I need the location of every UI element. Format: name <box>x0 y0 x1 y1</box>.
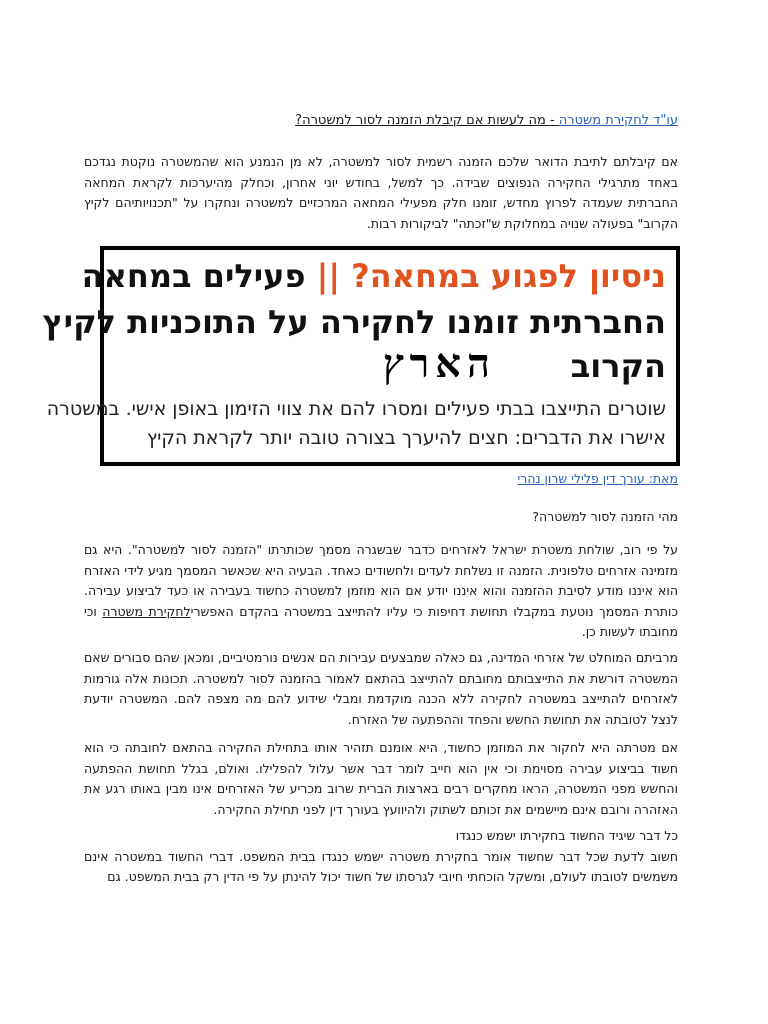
news-clipping-content <box>42 250 676 462</box>
paragraph-invitation-text: על פי רוב, שולחת משטרת ישראל לאזרחים כדבר שבשגרה מסמך שכותרתו "הזמנה לסור למשטרה". היא גם מזמינה אזרחים טלפונית. הזמנה זו נשלחת לעדים ולחשודים כאחד. הבעיה היא שכאשר המסמך מגיע לידי האזרח הוא איננו מודע לסיבת ההזמנה והוא איננו יודע אם הוא מוזמן למשטרה כחשוד בעבירה או כעד לביצוע עבירה. כותרת המסמך נוטעת במקבלו תחושת דחיפות כי עליו להתייצב במשטרה בהקדם האפשרי <box>84 542 678 619</box>
paragraph-statements <box>84 826 678 888</box>
paragraph-citizens: מרביתם המוחלט של אזרחי המדינה, גם כאלה שמבצעים עבירות הם אנשים נורמטיביים, ומכאן שהם סבורים שאם המשטרה דורשת את התייצבותם מחובתם להתייצב בהתאם לאמור בהזמנה לסור למשטרה. תכונות אלה גורמות לאזרחים להתייצב במשטרה לחקירה ללא הכנה מוקדמת ומבלי שידוע להם מה מצפה להם. המשטרה יודעת לנצל לטובתה את תחושת החשש והפחד וההפתעה של האזרח. <box>83 650 678 727</box>
article-title <box>84 112 678 130</box>
author-credit <box>517 470 678 488</box>
paragraph-warning: אם מטרתה היא לחקור את המוזמן כחשוד, היא אומנם תזהיר אותו בתחילת החקירה בהתאם לחובתה כי הוא חשוד בביצוע עבירה מסוימת וכי אין הוא חייב לומר דבר אשר עלול להפלילו. ואולם, בגלל תחושת ההפתעה והחשש מפני המשטרה, הראו מחקרים רבים בארצות הברית שרוב מכריע של האזרחים אינו מבין באותו רגע את האזהרה ורובם אינם מיישמים את זכותם לשתוק ולהיוועץ בעורך דין לפני תחילת החקירה. <box>84 740 678 817</box>
title-rest: - מה לעשות אם קיבלת הזמנה לסור למשטרה? <box>295 113 559 128</box>
statements-text: חשוב לדעת שכל דבר שחשוד אומר בחקירת משטרה ישמש כנגדו בבית המשפט. דברי החשוד במשטרה אינם משמשים לטובתו לעולם, ומשקל הוכחתי חיובי לגרסתו של חשוד יכול להינתן על פי הדין רק בבית המשפט. גם <box>84 848 678 884</box>
clipping-subtitle-line2: אישרו את הדברים: חצים להיערך בצורה טובה יותר לקראת הקיץ <box>146 427 666 449</box>
author-credit-link[interactable]: מאת: עורך דין פלילי שרון נהרי <box>517 471 678 486</box>
clipping-subtitle-line1: שוטרים התייצבו בבתי פעילים ומסרו להם את צווי הזימון באופן אישי. במשטרה <box>46 398 666 420</box>
title-link[interactable]: עו"ד לחקירת משטרה <box>558 113 678 128</box>
paragraph-invitation-end: וכי מחובתו לעשות כן. <box>84 603 678 639</box>
clipping-headline-orange: ניסיון לפגוע במחאה? || <box>305 257 666 295</box>
clipping-headline-line2: החברתית זומנו לחקירה על התוכניות לקיץ <box>42 303 666 341</box>
police-investigation-link[interactable]: לחקירת משטרה <box>102 603 191 619</box>
section-question: מהי הזמנה לסור למשטרה? <box>532 509 678 524</box>
paragraph-intro: אם קיבלתם לתיבת הדואר שלכם הזמנה רשמית לסור למשטרה, לא מן הנמנע הוא שהמשטרה נוקטת נגדכם באחד מתרגילי החקירה הנפוצים שבידה. כך למשל, בחודש יוני אחרון, וכחלק מהיערכות לקראת המחאה החברתית שעמדה לפרוץ מחדש, זומנו חלק מפעילי המחאה המרכזיים למשטרה ונחקרו על "תכנויותיהם לקיץ הקרוב" בפעולה שנויה במחלוקת ש"זכתה" לביקורות רבות. <box>84 154 678 231</box>
clipping-headline-line1 <box>82 256 666 296</box>
clipping-headline-line3: הקרוב <box>570 347 666 385</box>
statements-heading: כל דבר שיגיד החשוד בחקירתו ישמש כנגדו <box>455 828 678 843</box>
haaretz-logo: הארץ <box>382 340 496 387</box>
clipping-headline-black: פעילים במחאה <box>81 257 306 295</box>
paragraph-invitation <box>84 540 678 643</box>
news-clipping-image <box>42 246 680 466</box>
